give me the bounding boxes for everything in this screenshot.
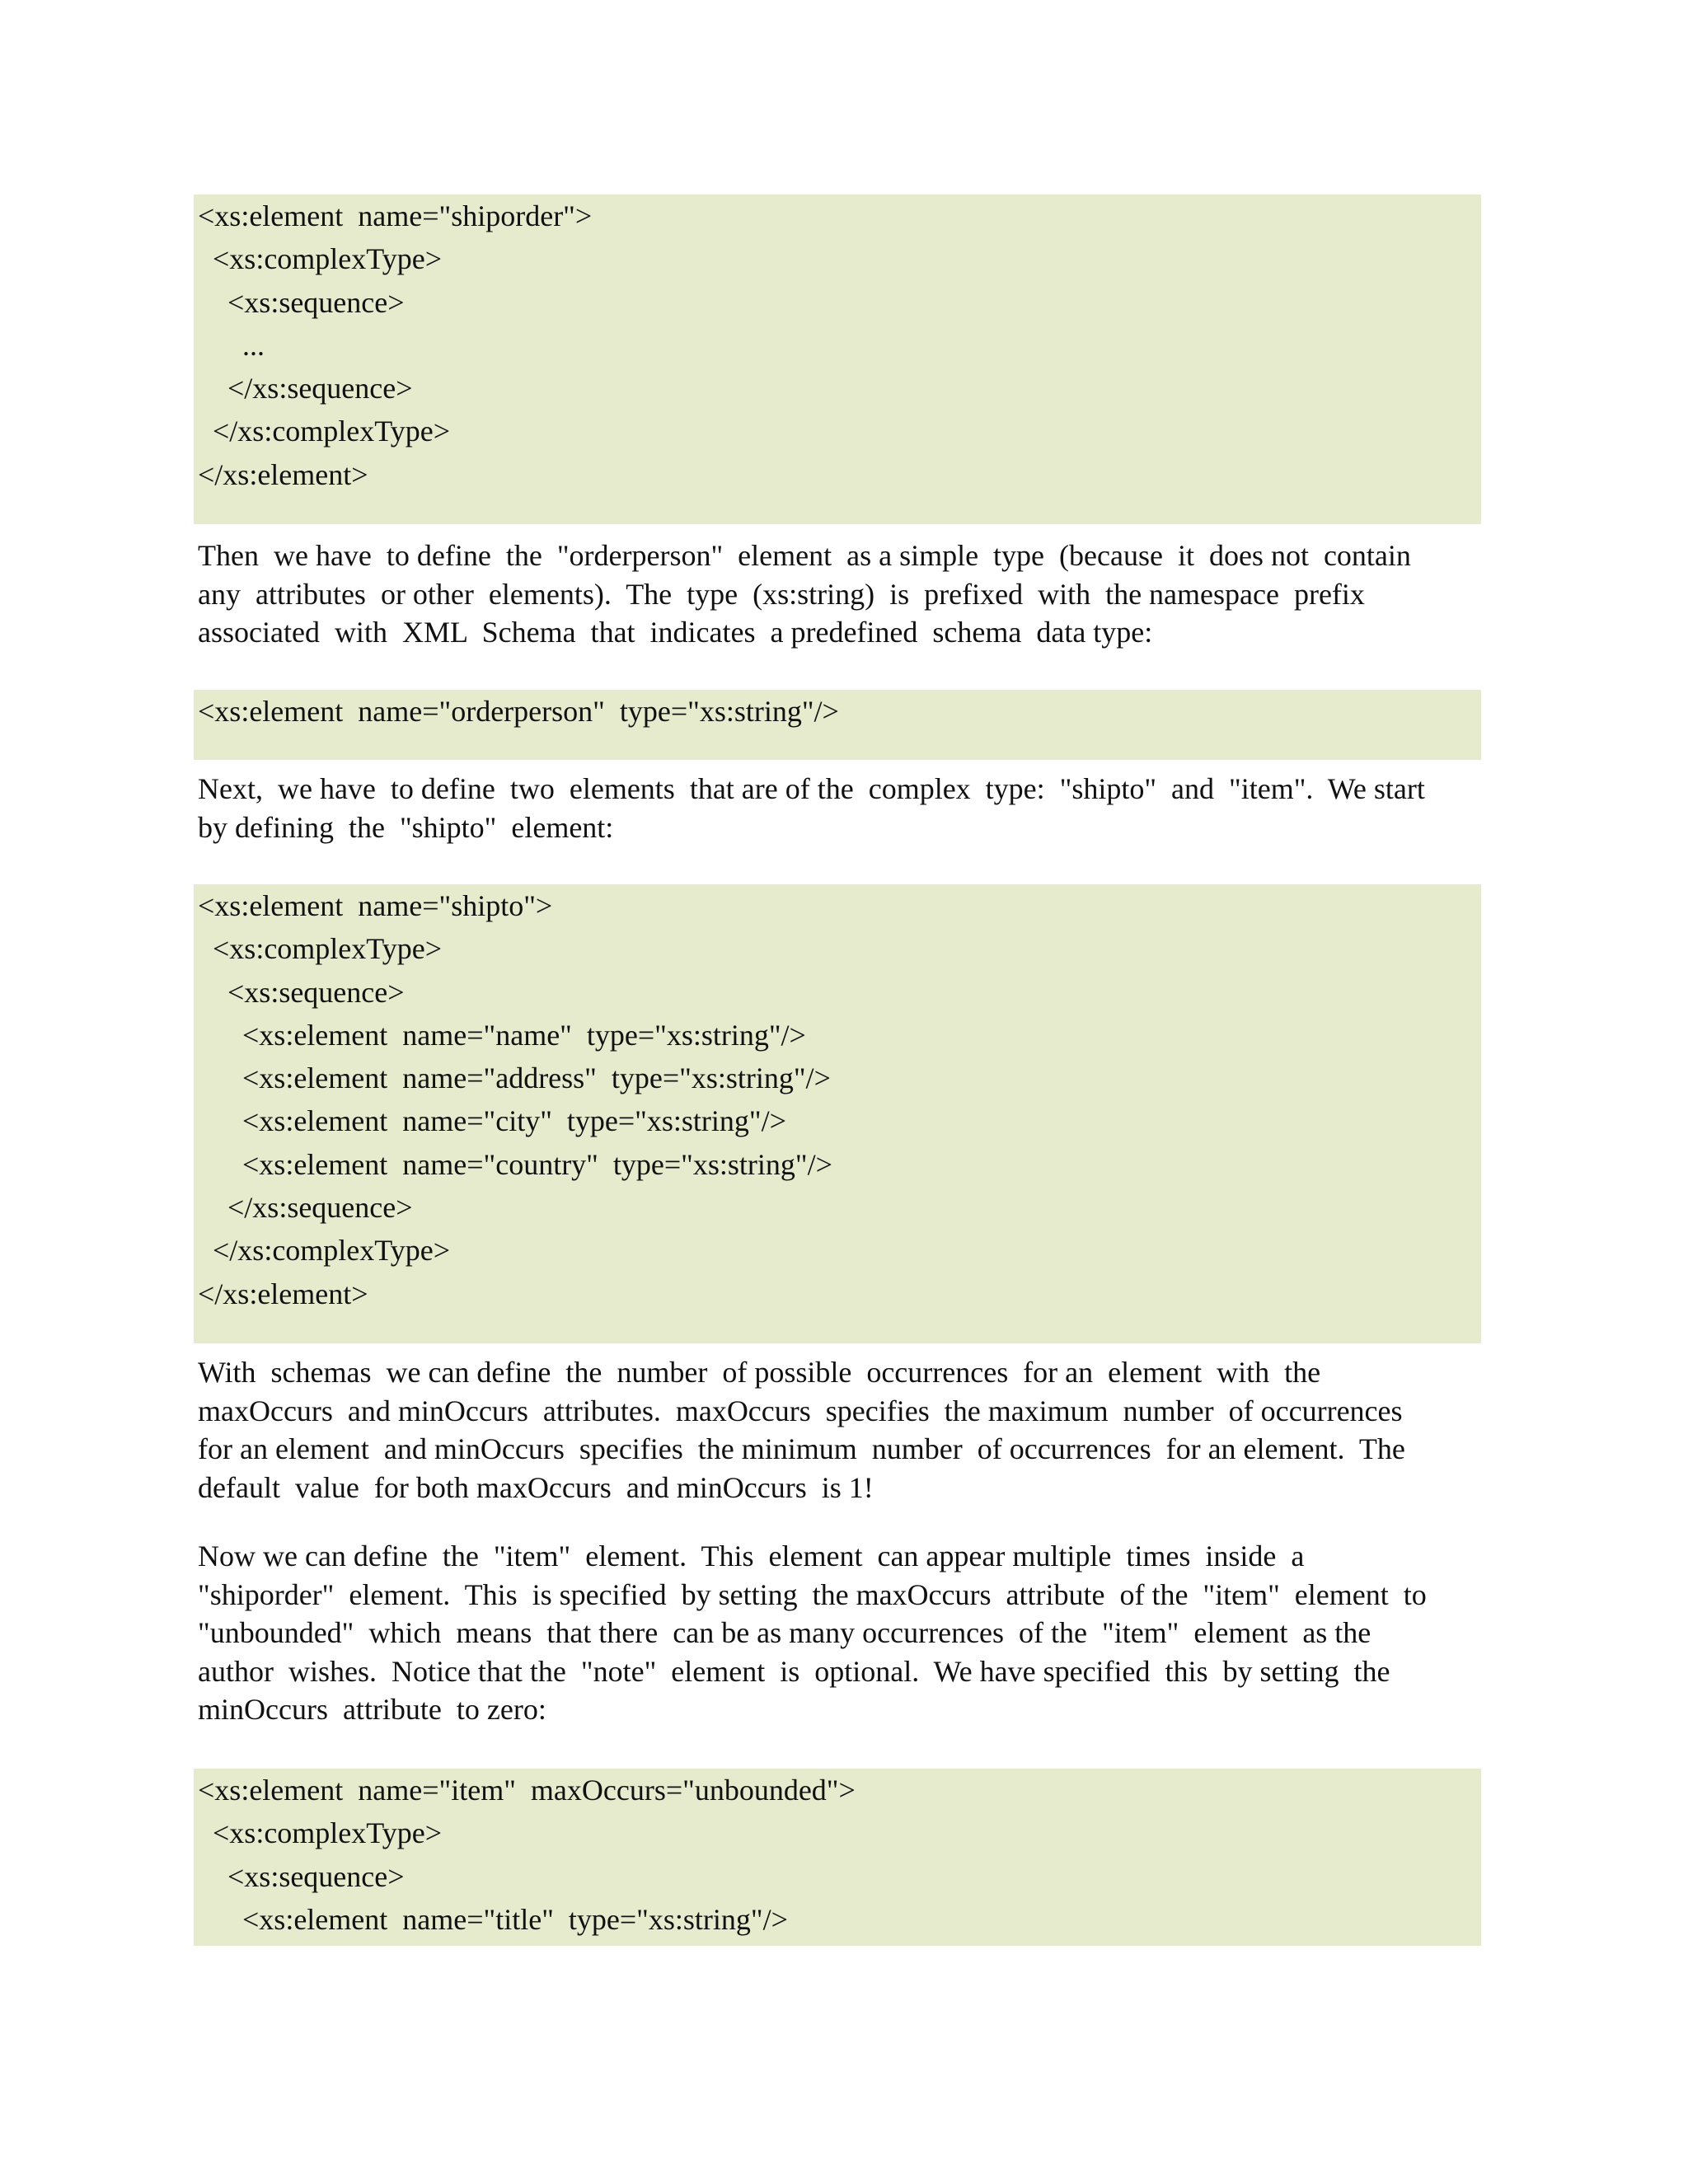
paragraph-line: any attributes or other elements). The type (xs:string) is prefixed with the namespace prefix [198, 577, 1365, 611]
paragraph-line: minOccurs attribute to zero: [198, 1693, 546, 1726]
paragraph-line: Next, we have to define two elements that are of the complex type: "shipto" and "item". We start [198, 772, 1425, 805]
paragraph-line: associated with XML Schema that indicates a predefined schema data type: [198, 616, 1153, 649]
paragraph-shipto-intro [198, 770, 1484, 846]
code-line: <xs:element name="country" type="xs:string"/> [198, 1147, 832, 1181]
paragraph-line: Then we have to define the "orderperson" element as a simple type (because it does not contain [198, 539, 1411, 572]
code-line: </xs:sequence> [198, 372, 413, 405]
code-block-orderperson [194, 690, 1481, 760]
paragraph-line: maxOccurs and minOccurs attributes. maxOccurs specifies the maximum number of occurrences [198, 1394, 1403, 1427]
code-block-shipto [194, 884, 1481, 1343]
paragraph-line: for an element and minOccurs specifies the minimum number of occurrences for an element. The [198, 1432, 1405, 1465]
code-line: <xs:element name="item" maxOccurs="unbounded"> [198, 1774, 856, 1807]
paragraph-line: default value for both maxOccurs and minOccurs is 1! [198, 1470, 874, 1504]
code-line: ... [198, 328, 265, 362]
code-line: <xs:sequence> [198, 285, 405, 319]
code-block-shiporder [194, 194, 1481, 524]
paragraph-line: Now we can define the "item" element. This element can appear multiple times inside a [198, 1540, 1305, 1572]
code-block-item [194, 1769, 1481, 1946]
paragraph-line: by defining the "shipto" element: [198, 810, 614, 844]
code-line: <xs:element name="orderperson" type="xs:string"/> [198, 695, 839, 728]
code-line: </xs:sequence> [198, 1191, 413, 1225]
code-line: <xs:element name="shipto"> [198, 889, 553, 922]
paragraph-occurrences [198, 1353, 1484, 1507]
paragraph-line: "unbounded" which means that there can be as many occurrences of the "item" element as the [198, 1616, 1372, 1649]
code-line: </xs:element> [198, 1277, 368, 1310]
code-line: </xs:element> [198, 457, 368, 491]
code-line: <xs:element name="shiporder"> [198, 199, 593, 232]
paragraph-line: With schemas we can define the number of possible occurrences for an element with the [198, 1356, 1321, 1389]
code-line: <xs:element name="name" type="xs:string"/> [198, 1018, 806, 1052]
code-line: <xs:element name="title" type="xs:string"/> [198, 1902, 788, 1936]
paragraph-line: "shiporder" element. This is specified by setting the maxOccurs attribute of the "item" element to [198, 1577, 1427, 1611]
code-line: <xs:sequence> [198, 1859, 405, 1893]
code-line: <xs:sequence> [198, 975, 405, 1009]
code-line: </xs:complexType> [198, 415, 451, 448]
paragraph-orderperson [198, 537, 1484, 652]
paragraph-item-element [198, 1537, 1484, 1729]
code-line: <xs:element name="city" type="xs:string"/> [198, 1104, 786, 1138]
code-line: </xs:complexType> [198, 1234, 451, 1268]
code-line: <xs:element name="address" type="xs:string"/> [198, 1062, 831, 1095]
code-line: <xs:complexType> [198, 242, 443, 276]
code-line: <xs:complexType> [198, 1816, 443, 1850]
paragraph-line: author wishes. Notice that the "note" element is optional. We have specified this by setting the [198, 1654, 1390, 1688]
code-line: <xs:complexType> [198, 932, 443, 966]
